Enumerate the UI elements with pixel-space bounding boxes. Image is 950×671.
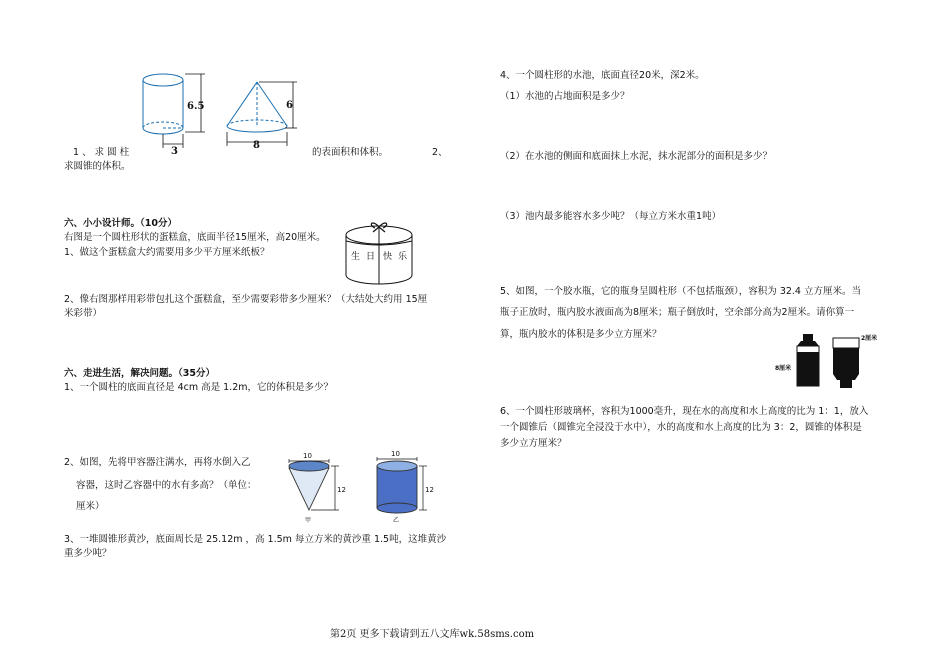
section-7-question-2-line3: 厘米）	[76, 501, 105, 512]
question-1-part2: 的表面积和体积。	[312, 147, 389, 158]
cake-text-2: 日	[366, 252, 376, 262]
page-footer: 第2页 更多下载请到五八文库wk.58sms.com	[330, 629, 535, 640]
cake-text-1: 生	[351, 252, 361, 262]
question-2-text: 求圆锥的体积。	[64, 161, 131, 172]
question-2-number: 2、	[432, 147, 448, 158]
section-6-question-1: 1、做这个蛋糕盒大约需要用多少平方厘米纸板？	[64, 247, 270, 258]
section-7-question-2-line1: 2、如图，先将甲容器注满水，再将水倒入乙	[64, 457, 251, 468]
cylinder-cone-figure	[135, 70, 305, 157]
container-b-cylinder	[377, 461, 417, 513]
section-6-title: 六、小小设计师。（10分）	[64, 218, 177, 229]
section-6-question-2-line1: 2、像右图那样用彩带包扎这个蛋糕盒，至少需要彩带多少厘米？（大结处大约用 15厘	[64, 294, 428, 305]
container-a-cone	[289, 461, 329, 510]
cake-text-3: 快	[383, 252, 393, 262]
bottle-inverted	[833, 338, 859, 388]
question-6-line3: 多少立方厘米？	[500, 438, 567, 449]
container-b-height-label: 12	[425, 486, 434, 494]
question-4-part3: （3）池内最多能容水多少吨？（每立方米水重1吨）	[500, 211, 722, 222]
container-a-top-label: 10	[303, 452, 312, 460]
section-7-question-2-line2: 容器，这时乙容器中的水有多高？（单位：	[76, 480, 257, 491]
question-1-part1: 1 、 求 圆 柱	[73, 147, 130, 158]
question-5-line2: 瓶子正放时，瓶内胶水液面高为8厘米；瓶子倒放时，空余部分高为2厘米。请你算一	[500, 307, 855, 318]
container-b-top-label: 10	[391, 450, 400, 458]
container-a-name: 甲	[305, 517, 312, 524]
container-a-height-label: 12	[337, 486, 346, 494]
section-7-question-3-line2: 重多少吨？	[64, 548, 112, 559]
section-7-title: 六、走进生活，解决问题。（35分）	[64, 368, 215, 379]
cone-drawing	[227, 82, 287, 132]
containers-figure	[283, 450, 443, 524]
bottle-label-8cm: 8厘米	[775, 365, 792, 372]
bottle-upright	[797, 334, 819, 386]
section-7-question-3-line1: 3、一堆圆锥形黄沙，底面周长是 25.12m ，高 1.5m 每立方米的黄沙重 1.5吨，这堆黄沙	[64, 534, 447, 545]
cylinder-height-label: 6.5	[187, 101, 205, 112]
question-6-line2: 一个圆锥后（圆锥完全浸没于水中），水的高度和水上高度的比为 3：2，圆锥的体积是	[500, 422, 862, 433]
question-4-part2: （2）在水池的侧面和底面抹上水泥，抹水泥部分的面积是多少？	[500, 151, 773, 162]
cone-height-label: 6	[286, 100, 293, 111]
section-7-question-1: 1、一个圆柱的底面直径是 4cm 高是 1.2m，它的体积是多少？	[64, 382, 333, 393]
question-6-line1: 6、一个圆柱形玻璃杯，容积为1000毫升，现在水的高度和水上高度的比为 1：1，放入	[500, 406, 869, 417]
glue-bottles-figure	[773, 332, 891, 390]
cylinder-radius-label: 3	[171, 146, 178, 157]
section-6-intro: 右图是一个圆柱形状的蛋糕盒，底面半径15厘米，高20厘米。	[64, 232, 326, 243]
question-5-line1: 5、如图，一个胶水瓶，它的瓶身呈圆柱形（不包括瓶颈），容积为 32.4 立方厘米。当	[500, 286, 861, 297]
bottle-label-2cm: 2厘米	[861, 335, 878, 342]
cake-box-figure	[342, 219, 416, 287]
question-5-line3: 算，瓶内胶水的体积是多少立方厘米？	[500, 329, 662, 340]
question-4-title: 4、一个圆柱形的水池，底面直径20米，深2米。	[500, 70, 705, 81]
cylinder-drawing	[143, 74, 183, 134]
section-6-question-2-line2: 米彩带）	[64, 308, 103, 319]
cake-text-4: 乐	[398, 252, 408, 262]
question-4-part1: （1）水池的占地面积是多少？	[500, 91, 630, 102]
cone-diameter-label: 8	[253, 140, 260, 151]
container-b-name: 乙	[393, 517, 400, 524]
